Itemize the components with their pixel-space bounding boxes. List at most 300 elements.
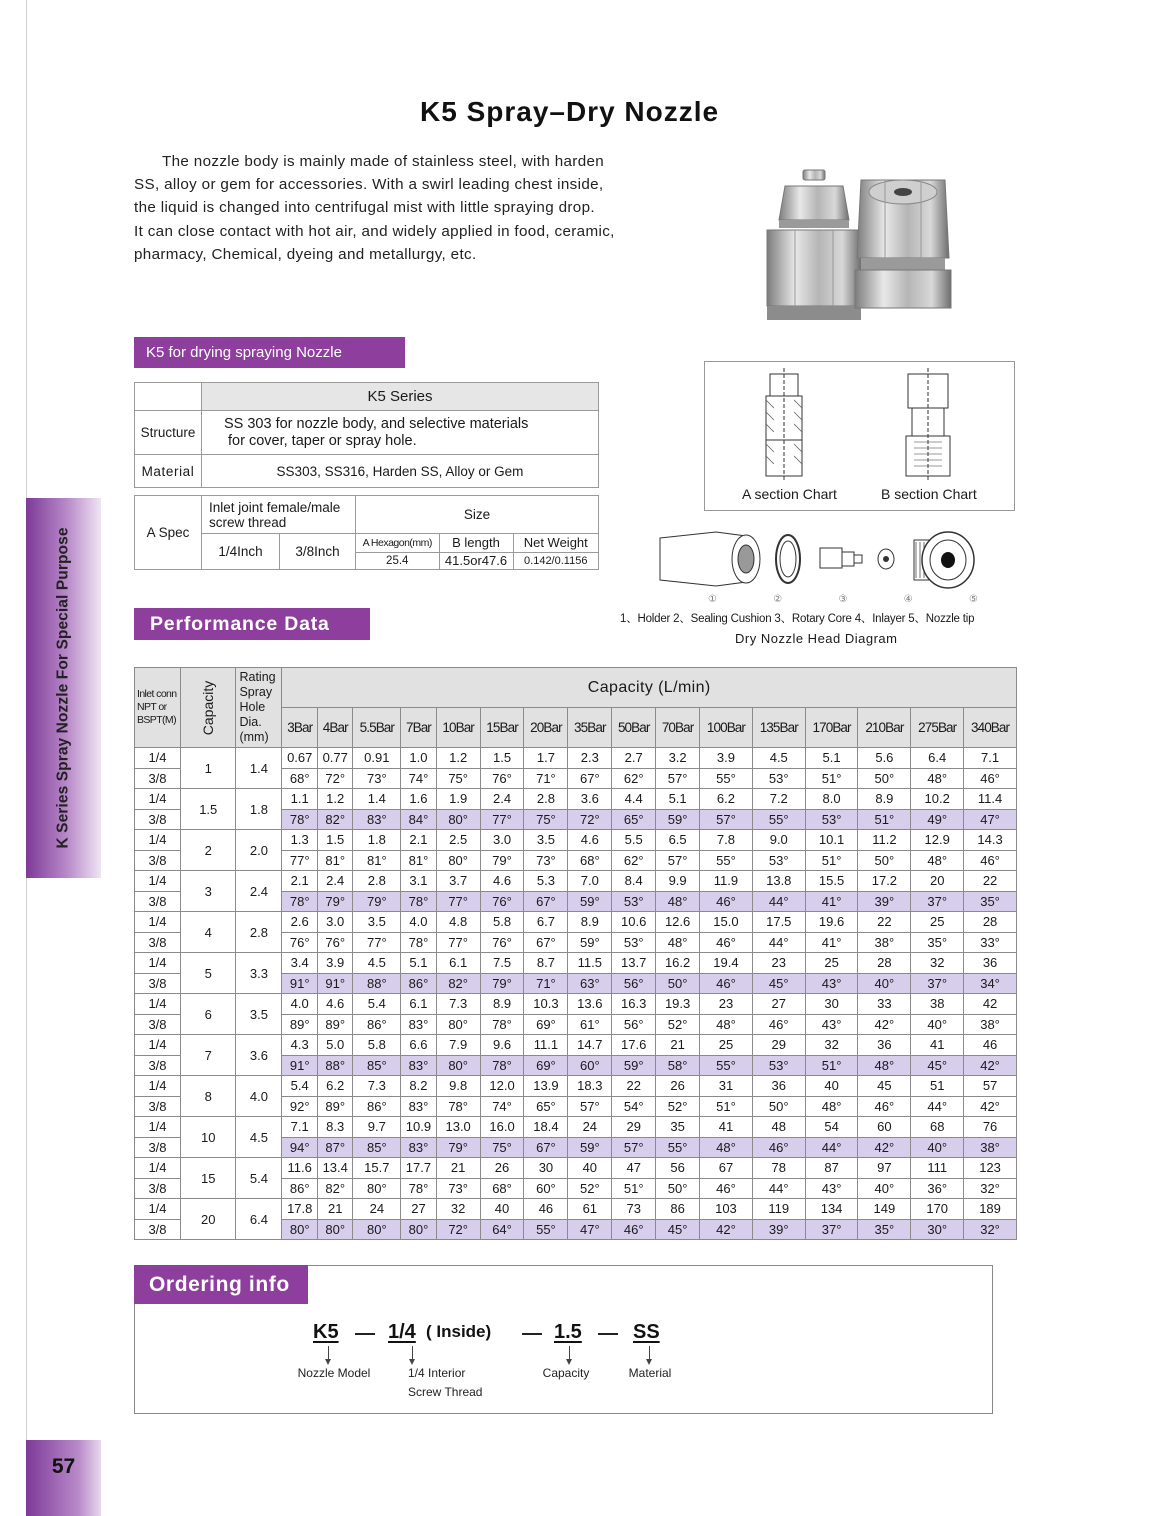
angle-cell: 46° (700, 891, 753, 912)
performance-section-label: Performance Data (150, 612, 330, 635)
flow-cell: 20 (911, 871, 964, 892)
flow-cell: 10.2 (911, 789, 964, 810)
dia-cell: 2.0 (236, 830, 282, 871)
angle-cell: 39° (752, 1219, 805, 1240)
angle-cell: 43° (805, 973, 858, 994)
inlet-cell: 1/4 (135, 748, 181, 769)
angle-cell: 83° (401, 1014, 437, 1035)
angle-cell: 41° (805, 932, 858, 953)
pressure-header: 7Bar (401, 708, 437, 748)
flow-cell: 2.6 (282, 912, 318, 933)
flow-cell: 30 (805, 994, 858, 1015)
ordering-section-band (134, 1265, 308, 1304)
capacity-cell: 5 (181, 953, 236, 994)
label-model: Nozzle Model (297, 1366, 371, 1380)
angle-cell: 76° (282, 932, 318, 953)
angle-cell: 76° (480, 932, 524, 953)
flow-cell: 13.9 (524, 1076, 568, 1097)
flow-cell: 16.3 (612, 994, 656, 1015)
flow-cell: 45 (858, 1076, 911, 1097)
angle-cell: 78° (480, 1014, 524, 1035)
section-chart-box (704, 361, 1015, 511)
flow-cell: 5.4 (353, 994, 401, 1015)
flow-cell: 36 (858, 1035, 911, 1056)
flow-cell: 3.9 (317, 953, 353, 974)
inlet-3-8: 3/8Inch (280, 534, 356, 570)
inlet-cell: 3/8 (135, 1096, 181, 1117)
inlet-cell: 1/4 (135, 1199, 181, 1220)
angle-cell: 91° (282, 1055, 318, 1076)
flow-cell: 13.4 (317, 1158, 353, 1179)
flow-cell: 11.6 (282, 1158, 318, 1179)
angle-cell: 47° (568, 1219, 612, 1240)
inlet-cell: 1/4 (135, 994, 181, 1015)
side-tab-label: K Series Spray Nozzle For Special Purpose (54, 527, 72, 849)
angle-cell: 45° (656, 1219, 700, 1240)
angle-cell: 78° (282, 891, 318, 912)
flow-cell: 8.4 (612, 871, 656, 892)
part-numbers (708, 594, 978, 605)
inlet-label: Inlet joint female/male screw thread (202, 496, 356, 534)
flow-cell: 25 (805, 953, 858, 974)
flow-cell: 5.5 (612, 830, 656, 851)
angle-cell: 89° (317, 1096, 353, 1117)
capacity-cell: 6 (181, 994, 236, 1035)
angle-cell: 57° (568, 1096, 612, 1117)
angle-cell: 53° (805, 809, 858, 830)
angle-cell: 68° (282, 768, 318, 789)
flow-cell: 14.3 (964, 830, 1017, 851)
angle-cell: 46° (964, 768, 1017, 789)
flow-cell: 40 (480, 1199, 524, 1220)
part-number: ② (773, 594, 783, 605)
angle-cell: 32° (964, 1219, 1017, 1240)
flow-cell: 7.1 (282, 1117, 318, 1138)
capacity-header: Capacity (L/min) (282, 668, 1017, 708)
intro-line: SS, alloy or gem for accessories. With a swirl leading chest inside, (134, 176, 604, 194)
flow-cell: 1.5 (480, 748, 524, 769)
flow-cell: 13.7 (612, 953, 656, 974)
dia-cell: 5.4 (236, 1158, 282, 1199)
aspec-label: A Spec (135, 496, 202, 570)
angle-cell: 53° (752, 768, 805, 789)
angle-cell: 43° (805, 1014, 858, 1035)
angle-cell: 57° (656, 768, 700, 789)
flow-cell: 1.9 (436, 789, 480, 810)
angle-cell: 64° (480, 1219, 524, 1240)
flow-cell: 1.3 (282, 830, 318, 851)
flow-cell: 9.8 (436, 1076, 480, 1097)
flow-cell: 9.9 (656, 871, 700, 892)
col-capacity-header (181, 668, 236, 748)
flow-cell: 7.3 (353, 1076, 401, 1097)
flow-cell: 13.0 (436, 1117, 480, 1138)
capacity-cell: 2 (181, 830, 236, 871)
nozzle-right (855, 180, 951, 308)
angle-cell: 46° (752, 1137, 805, 1158)
flow-cell: 7.2 (752, 789, 805, 810)
flow-cell: 24 (353, 1199, 401, 1220)
flow-cell: 1.0 (401, 748, 437, 769)
angle-cell: 79° (436, 1137, 480, 1158)
flow-cell: 15.5 (805, 871, 858, 892)
angle-cell: 69° (524, 1055, 568, 1076)
angle-cell: 42° (858, 1014, 911, 1035)
col-capacity-text: Capacity (200, 680, 217, 735)
angle-cell: 36° (911, 1178, 964, 1199)
flow-cell: 73 (612, 1199, 656, 1220)
inlet-cell: 3/8 (135, 809, 181, 830)
b-section-drawing (900, 368, 960, 480)
flow-cell: 123 (964, 1158, 1017, 1179)
flow-cell: 38 (911, 994, 964, 1015)
flow-cell: 3.1 (401, 871, 437, 892)
angle-cell: 37° (911, 891, 964, 912)
flow-cell: 3.2 (656, 748, 700, 769)
angle-cell: 38° (964, 1137, 1017, 1158)
flow-cell: 10.6 (612, 912, 656, 933)
a-section-label: A section Chart (742, 486, 837, 502)
angle-cell: 35° (858, 1219, 911, 1240)
angle-cell: 53° (612, 932, 656, 953)
flow-cell: 4.6 (317, 994, 353, 1015)
flow-cell: 8.7 (524, 953, 568, 974)
material-label: Material (135, 455, 202, 488)
angle-cell: 77° (480, 809, 524, 830)
flow-cell: 2.8 (524, 789, 568, 810)
angle-cell: 76° (480, 768, 524, 789)
part-number: ④ (903, 594, 913, 605)
inlet-cell: 3/8 (135, 1137, 181, 1158)
flow-cell: 134 (805, 1199, 858, 1220)
angle-cell: 77° (353, 932, 401, 953)
angle-cell: 83° (401, 1096, 437, 1117)
inlet-cell: 1/4 (135, 953, 181, 974)
angle-cell: 62° (612, 768, 656, 789)
angle-cell: 76° (317, 932, 353, 953)
flow-cell: 111 (911, 1158, 964, 1179)
angle-cell: 44° (752, 932, 805, 953)
flow-cell: 6.1 (401, 994, 437, 1015)
angle-cell: 57° (656, 850, 700, 871)
angle-cell: 43° (805, 1178, 858, 1199)
flow-cell: 8.2 (401, 1076, 437, 1097)
flow-cell: 3.4 (282, 953, 318, 974)
angle-cell: 54° (612, 1096, 656, 1117)
code-capacity: 1.5 (554, 1321, 582, 1343)
capacity-cell: 10 (181, 1117, 236, 1158)
angle-cell: 53° (752, 1055, 805, 1076)
angle-cell: 55° (524, 1219, 568, 1240)
flow-cell: 4.6 (568, 830, 612, 851)
angle-cell: 48° (858, 1055, 911, 1076)
flow-cell: 11.2 (858, 830, 911, 851)
flow-cell: 11.9 (700, 871, 753, 892)
structure-line: for cover, taper or spray hole. (228, 432, 417, 449)
spec-table (134, 382, 599, 488)
flow-cell: 42 (964, 994, 1017, 1015)
flow-cell: 17.2 (858, 871, 911, 892)
flow-cell: 5.4 (282, 1076, 318, 1097)
angle-cell: 46° (612, 1219, 656, 1240)
angle-cell: 75° (524, 809, 568, 830)
flow-cell: 31 (700, 1076, 753, 1097)
angle-cell: 71° (524, 768, 568, 789)
flow-cell: 40 (805, 1076, 858, 1097)
spec-section-label: K5 for drying spraying Nozzle (146, 344, 342, 361)
flow-cell: 8.9 (568, 912, 612, 933)
angle-cell: 91° (317, 973, 353, 994)
angle-cell: 50° (656, 1178, 700, 1199)
nozzle-tip-part (914, 532, 974, 588)
flow-cell: 149 (858, 1199, 911, 1220)
angle-cell: 38° (858, 932, 911, 953)
angle-cell: 81° (353, 850, 401, 871)
angle-cell: 32° (964, 1178, 1017, 1199)
angle-cell: 59° (568, 1137, 612, 1158)
table-row (135, 830, 1017, 851)
pressure-header: 3Bar (282, 708, 318, 748)
angle-cell: 77° (436, 932, 480, 953)
angle-cell: 88° (317, 1055, 353, 1076)
angle-cell: 75° (436, 768, 480, 789)
flow-cell: 56 (656, 1158, 700, 1179)
flow-cell: 6.5 (656, 830, 700, 851)
intro-line: pharmacy, Chemical, dyeing and metallurgy, etc. (134, 245, 477, 263)
flow-cell: 0.91 (353, 748, 401, 769)
angle-cell: 35° (911, 932, 964, 953)
angle-cell: 79° (353, 891, 401, 912)
flow-cell: 5.8 (353, 1035, 401, 1056)
angle-cell: 84° (401, 809, 437, 830)
flow-cell: 32 (436, 1199, 480, 1220)
angle-cell: 85° (353, 1055, 401, 1076)
angle-cell: 60° (568, 1055, 612, 1076)
angle-cell: 41° (805, 891, 858, 912)
flow-cell: 19.6 (805, 912, 858, 933)
dia-cell: 3.5 (236, 994, 282, 1035)
angle-cell: 37° (805, 1219, 858, 1240)
intro-line: It can close contact with hot air, and widely applied in food, ceramic, (134, 222, 615, 240)
label-material: Material (628, 1366, 672, 1380)
angle-cell: 52° (656, 1096, 700, 1117)
flow-cell: 78 (752, 1158, 805, 1179)
angle-cell: 48° (911, 850, 964, 871)
flow-cell: 1.4 (353, 789, 401, 810)
angle-cell: 42° (964, 1055, 1017, 1076)
angle-cell: 83° (401, 1055, 437, 1076)
size-table (134, 495, 599, 570)
capacity-cell: 3 (181, 871, 236, 912)
flow-cell: 5.1 (401, 953, 437, 974)
inlet-cell: 1/4 (135, 912, 181, 933)
angle-cell: 79° (480, 850, 524, 871)
flow-cell: 76 (964, 1117, 1017, 1138)
angle-cell: 81° (317, 850, 353, 871)
nozzle-left (767, 170, 861, 320)
inlet-cell: 3/8 (135, 768, 181, 789)
table-row (135, 953, 1017, 974)
table-row (135, 1076, 1017, 1097)
flow-cell: 5.8 (480, 912, 524, 933)
flow-cell: 0.67 (282, 748, 318, 769)
angle-cell: 46° (700, 932, 753, 953)
angle-cell: 46° (700, 1178, 753, 1199)
angle-cell: 51° (700, 1096, 753, 1117)
flow-cell: 17.8 (282, 1199, 318, 1220)
flow-cell: 5.6 (858, 748, 911, 769)
intro-paragraph (134, 150, 679, 266)
flow-cell: 16.2 (656, 953, 700, 974)
angle-cell: 72° (568, 809, 612, 830)
inlet-cell: 1/4 (135, 830, 181, 851)
angle-cell: 80° (317, 1219, 353, 1240)
flow-cell: 1.2 (317, 789, 353, 810)
pressure-header: 20Bar (524, 708, 568, 748)
table-row (135, 1035, 1017, 1056)
flow-cell: 36 (752, 1076, 805, 1097)
angle-cell: 67° (568, 768, 612, 789)
flow-cell: 40 (568, 1158, 612, 1179)
inlet-cell: 1/4 (135, 1035, 181, 1056)
angle-cell: 65° (524, 1096, 568, 1117)
angle-cell: 78° (480, 1055, 524, 1076)
angle-cell: 63° (568, 973, 612, 994)
label-thread-line: 1/4 Interior (408, 1366, 466, 1380)
angle-cell: 79° (317, 891, 353, 912)
flow-cell: 19.3 (656, 994, 700, 1015)
angle-cell: 79° (480, 973, 524, 994)
flow-cell: 14.7 (568, 1035, 612, 1056)
angle-cell: 59° (656, 809, 700, 830)
angle-cell: 45° (911, 1055, 964, 1076)
flow-cell: 4.5 (353, 953, 401, 974)
flow-cell: 22 (858, 912, 911, 933)
angle-cell: 71° (524, 973, 568, 994)
dia-cell: 3.3 (236, 953, 282, 994)
angle-cell: 48° (700, 1014, 753, 1035)
size-sub-table (356, 534, 599, 570)
flow-cell: 41 (700, 1117, 753, 1138)
flow-cell: 3.5 (353, 912, 401, 933)
flow-cell: 3.9 (700, 748, 753, 769)
inlet-cell: 3/8 (135, 850, 181, 871)
flow-cell: 32 (911, 953, 964, 974)
flow-cell: 21 (436, 1158, 480, 1179)
angle-cell: 57° (612, 1137, 656, 1158)
flow-cell: 35 (656, 1117, 700, 1138)
flow-cell: 5.1 (656, 789, 700, 810)
flow-cell: 3.6 (568, 789, 612, 810)
angle-cell: 50° (656, 973, 700, 994)
flow-cell: 4.0 (401, 912, 437, 933)
flow-cell: 6.2 (317, 1076, 353, 1097)
size-label: Size (356, 496, 599, 534)
flow-cell: 18.3 (568, 1076, 612, 1097)
pressure-header: 100Bar (700, 708, 753, 748)
angle-cell: 53° (752, 850, 805, 871)
angle-cell: 44° (752, 1178, 805, 1199)
angle-cell: 80° (436, 850, 480, 871)
table-row (135, 871, 1017, 892)
flow-cell: 3.0 (317, 912, 353, 933)
flow-cell: 87 (805, 1158, 858, 1179)
angle-cell: 56° (612, 973, 656, 994)
angle-cell: 48° (911, 768, 964, 789)
part-number: ① (708, 594, 717, 605)
pressure-header: 210Bar (858, 708, 911, 748)
angle-cell: 30° (911, 1219, 964, 1240)
angle-cell: 40° (911, 1137, 964, 1158)
flow-cell: 41 (911, 1035, 964, 1056)
flow-cell: 7.3 (436, 994, 480, 1015)
angle-cell: 75° (480, 1137, 524, 1158)
angle-cell: 80° (436, 1055, 480, 1076)
angle-cell: 46° (700, 973, 753, 994)
angle-cell: 51° (805, 1055, 858, 1076)
structure-label: Structure (135, 411, 202, 455)
table-row (135, 1158, 1017, 1179)
flow-cell: 7.5 (480, 953, 524, 974)
angle-cell: 52° (656, 1014, 700, 1035)
flow-cell: 2.1 (282, 871, 318, 892)
flow-cell: 2.3 (568, 748, 612, 769)
angle-cell: 76° (480, 891, 524, 912)
flow-cell: 32 (805, 1035, 858, 1056)
flow-cell: 18.4 (524, 1117, 568, 1138)
angle-cell: 46° (964, 850, 1017, 871)
angle-cell: 69° (524, 1014, 568, 1035)
flow-cell: 1.2 (436, 748, 480, 769)
page-number: 57 (51, 1455, 76, 1478)
angle-cell: 78° (401, 932, 437, 953)
angle-cell: 52° (568, 1178, 612, 1199)
flow-cell: 12.9 (911, 830, 964, 851)
angle-cell: 42° (858, 1137, 911, 1158)
angle-cell: 50° (858, 850, 911, 871)
capacity-cell: 20 (181, 1199, 236, 1240)
flow-cell: 46 (524, 1199, 568, 1220)
angle-cell: 73° (524, 850, 568, 871)
angle-cell: 77° (436, 891, 480, 912)
flow-cell: 22 (964, 871, 1017, 892)
hex-label: A Hexagon(mm) (356, 534, 439, 552)
flow-cell: 5.0 (317, 1035, 353, 1056)
dia-cell: 1.4 (236, 748, 282, 789)
angle-cell: 55° (700, 768, 753, 789)
table-row (135, 789, 1017, 810)
angle-cell: 48° (805, 1096, 858, 1117)
flow-cell: 170 (911, 1199, 964, 1220)
angle-cell: 47° (964, 809, 1017, 830)
col-inlet-header: Inlet conn NPT or BSPT(M) (135, 668, 181, 748)
pressure-header: 4Bar (317, 708, 353, 748)
angle-cell: 78° (436, 1096, 480, 1117)
angle-cell: 49° (911, 809, 964, 830)
exploded-diagram (652, 518, 982, 596)
pressure-header: 170Bar (805, 708, 858, 748)
flow-cell: 6.6 (401, 1035, 437, 1056)
label-thread-line: Screw Thread (408, 1385, 483, 1399)
angle-cell: 86° (353, 1014, 401, 1035)
pressure-header: 135Bar (752, 708, 805, 748)
angle-cell: 44° (805, 1137, 858, 1158)
angle-cell: 83° (353, 809, 401, 830)
table-row (135, 1199, 1017, 1220)
inlet-cell: 3/8 (135, 1219, 181, 1240)
inlet-cell: 3/8 (135, 1178, 181, 1199)
angle-cell: 68° (480, 1178, 524, 1199)
